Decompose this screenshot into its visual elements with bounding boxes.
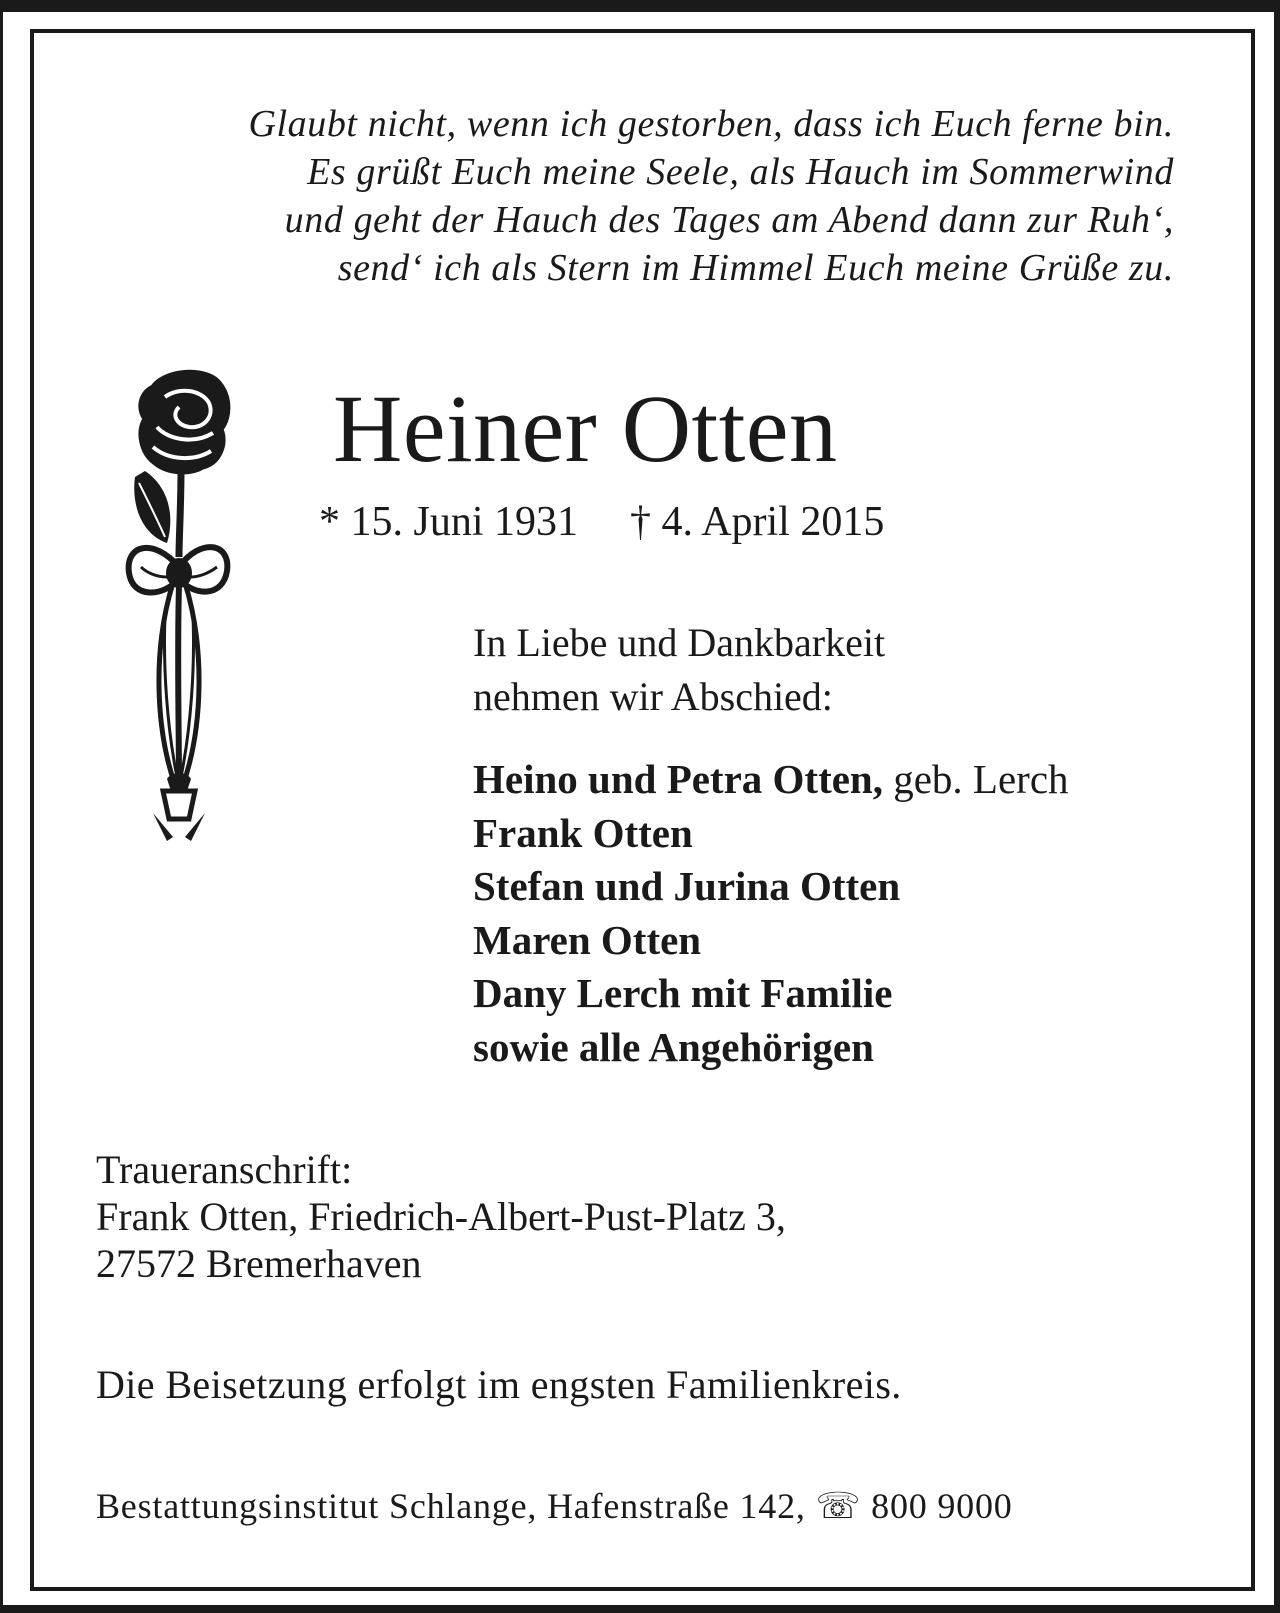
address-line: 27572 Bremerhaven bbox=[96, 1241, 422, 1286]
poem bbox=[94, 100, 1174, 292]
life-dates bbox=[319, 496, 884, 548]
family-suffix: geb. Lerch bbox=[882, 756, 1069, 802]
family-entry bbox=[473, 860, 1069, 914]
poem-line: send‘ ich als Stern im Himmel Euch meine Grüße zu. bbox=[337, 247, 1174, 289]
undertaker-line bbox=[96, 1483, 1013, 1529]
family-entry bbox=[473, 753, 1069, 807]
mourning-address bbox=[96, 1146, 786, 1287]
farewell-text bbox=[473, 616, 885, 724]
family-entry bbox=[473, 1021, 1069, 1075]
address-label: Traueranschrift: bbox=[96, 1147, 353, 1192]
poem-line: Es grüßt Euch meine Seele, als Hauch im Sommerwind bbox=[307, 151, 1174, 193]
rose-icon bbox=[123, 367, 243, 842]
family-entry bbox=[473, 807, 1069, 861]
family-name: Maren Otten bbox=[473, 916, 702, 963]
poem-line: Glaubt nicht, wenn ich gestorben, dass ich Euch ferne bin. bbox=[248, 103, 1174, 145]
farewell-line: In Liebe und Dankbarkeit bbox=[473, 620, 886, 665]
family-name: sowie alle Angehörigen bbox=[473, 1023, 874, 1070]
family-name: Dany Lerch mit Familie bbox=[473, 970, 893, 1016]
poem-line: und geht der Hauch des Tages am Abend dann zur Ruh‘, bbox=[284, 199, 1174, 241]
family-name: Heino und Petra Otten, bbox=[473, 756, 883, 802]
undertaker-text: Bestattungsinstitut Schlange, Hafenstraße 142, bbox=[96, 1486, 806, 1526]
family-name: Frank Otten bbox=[473, 809, 693, 856]
farewell-line: nehmen wir Abschied: bbox=[473, 674, 833, 719]
family-entry bbox=[473, 967, 1069, 1021]
telephone-icon: ☏ bbox=[815, 1486, 862, 1526]
undertaker-phone: 800 9000 bbox=[871, 1486, 1013, 1526]
family-entry bbox=[473, 914, 1069, 968]
family-name: Stefan und Jurina Otten bbox=[473, 863, 901, 909]
address-line: Frank Otten, Friedrich-Albert-Pust-Platz 3, bbox=[96, 1194, 786, 1239]
death-date: † 4. April 2015 bbox=[630, 499, 885, 545]
burial-note: Die Beisetzung erfolgt im engsten Familienkreis. bbox=[96, 1362, 902, 1407]
birth-date: * 15. Juni 1931 bbox=[319, 499, 579, 545]
deceased-name: Heiner Otten bbox=[333, 375, 838, 482]
family-list bbox=[473, 753, 1069, 1074]
